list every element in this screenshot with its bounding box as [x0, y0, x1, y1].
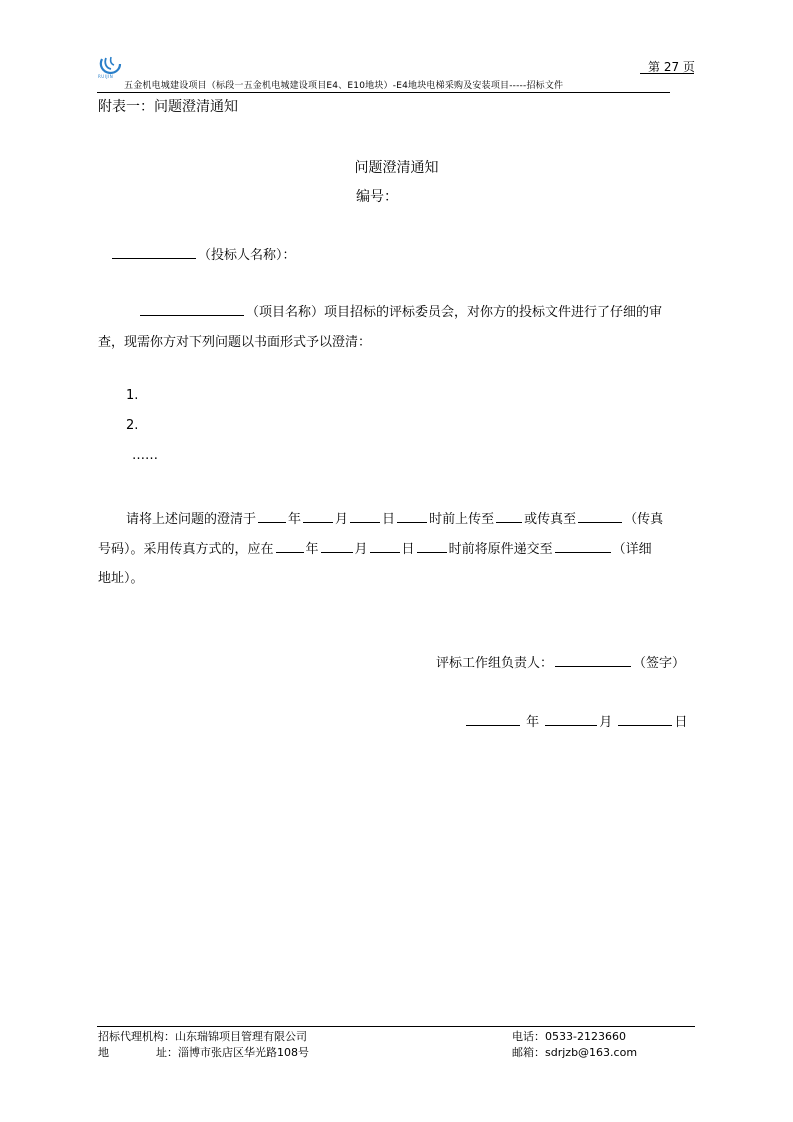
fax-blank[interactable]	[578, 508, 622, 523]
footer-agency: 招标代理机构：山东瑞锦项目管理有限公司	[98, 1030, 307, 1043]
list-item: 1.	[126, 388, 139, 403]
hour-blank[interactable]	[417, 538, 447, 553]
project-name-blank[interactable]	[140, 301, 244, 316]
signature-date-line: 年 月 日	[464, 711, 687, 730]
signature-blank[interactable]	[555, 652, 631, 667]
footer-email: 邮箱：sdrjzb@163.com	[512, 1046, 638, 1059]
header-title: 五金机电城建设项目（标段一五金机电城建设项目E4、E10地块）-E4地块电梯采购及安装项目-----招标文件	[124, 81, 564, 91]
day-blank[interactable]	[370, 538, 400, 553]
year-blank[interactable]	[258, 508, 286, 523]
addressee-suffix: （投标人名称）：	[198, 248, 296, 263]
document-title: 问题澄清通知	[354, 160, 439, 176]
addressee-line	[110, 244, 296, 263]
logo-text: RUIJIN	[98, 74, 114, 79]
list-item: 2.	[126, 418, 139, 433]
day-blank[interactable]	[350, 508, 380, 523]
bidder-name-blank[interactable]	[112, 244, 196, 259]
sign-month-blank[interactable]	[545, 711, 597, 726]
request-line-1: 请将上述问题的澄清于 年 月 日 时前上传至 或传真至 （传真	[126, 508, 663, 527]
month-blank[interactable]	[321, 538, 353, 553]
footer-address: 址：淄博市张店区华光路108号	[156, 1046, 309, 1059]
body-line-2: 查，现需你方对下列问题以书面形式予以澄清：	[98, 335, 372, 350]
month-blank[interactable]	[303, 508, 333, 523]
sign-year-blank[interactable]	[466, 711, 520, 726]
document-number-label: 编号：	[356, 189, 398, 205]
signature-line: 评标工作组负责人： （签字）	[436, 652, 685, 671]
company-logo	[98, 55, 122, 81]
footer-address-label-a: 地	[98, 1046, 109, 1059]
year-blank[interactable]	[276, 538, 304, 553]
body-line-1	[138, 301, 662, 320]
sign-day-blank[interactable]	[618, 711, 672, 726]
footer-rule	[97, 1026, 695, 1027]
hour-blank[interactable]	[397, 508, 427, 523]
footer-phone: 电话：0533-2123660	[512, 1030, 626, 1043]
upload-target-blank[interactable]	[496, 508, 522, 523]
delivery-address-blank[interactable]	[555, 538, 611, 553]
request-line-2: 号码）。采用传真方式的，应在 年 月 日 时前将原件递交至 （详细	[98, 538, 652, 557]
attachment-title: 附表一：问题澄清通知	[98, 99, 238, 115]
body-text-1a: （项目名称）项目招标的评标委员会，对你方的投标文件进行了仔细的审	[246, 305, 663, 320]
page-number-rule	[640, 73, 694, 74]
header-rule	[97, 92, 670, 93]
page-number: 第 27 页	[648, 60, 695, 74]
list-item: ……	[132, 448, 158, 463]
request-line-3: 地址）。	[98, 571, 144, 586]
